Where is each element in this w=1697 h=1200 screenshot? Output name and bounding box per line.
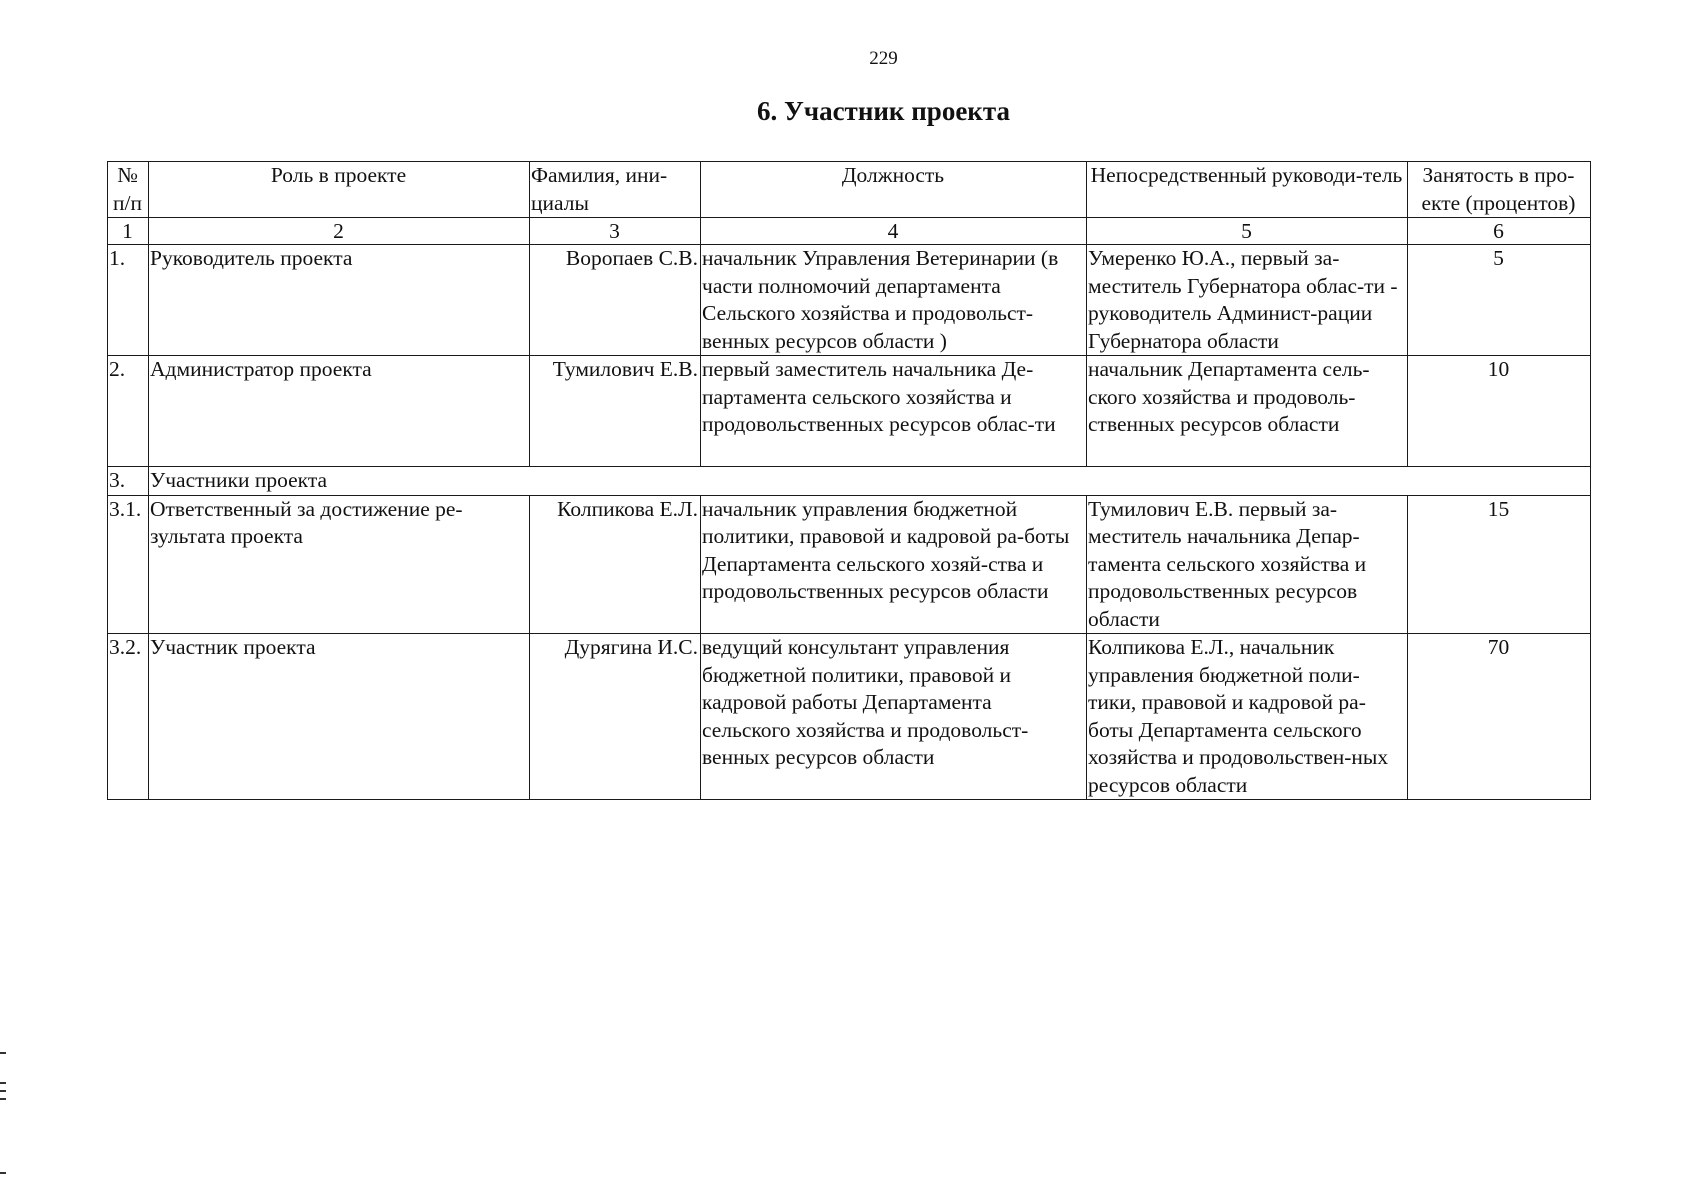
column-number: 4 [701,218,1087,245]
row-role: Ответственный за достижение ре-зультата проекта [149,495,530,634]
header-cell-number: № п/п [108,162,149,218]
column-number: 2 [149,218,530,245]
row-supervisor: Тумилович Е.В. первый за-меститель начальника Депар-тамента сельского хозяйства и продовольственных ресурсов области [1087,495,1408,634]
column-number: 3 [530,218,701,245]
header-cell-employment: Занятость в про-екте (процентов) [1408,162,1591,218]
row-position: ведущий консультант управления бюджетной политики, правовой и кадровой работы Департамента сельского хозяйства и продовольст-венных ресурсов области [701,634,1087,800]
table-header-row [108,162,1591,218]
row-number: 1. [108,245,149,356]
table-row [108,495,1591,634]
row-role: Руководитель проекта [149,245,530,356]
row-number: 3.2. [108,634,149,800]
scan-edge-mark [0,1082,6,1084]
row-number: 2. [108,356,149,467]
row-name: Воропаев С.В. [530,245,701,356]
header-cell-position: Должность [701,162,1087,218]
scan-edge-mark [0,1090,6,1092]
row-employment: 70 [1408,634,1591,800]
table-row [108,356,1591,467]
row-supervisor: Колпикова Е.Л., начальник управления бюджетной поли-тики, правовой и кадровой ра-боты Департамента сельского хозяйства и продовольствен-ных ресурсов области [1087,634,1408,800]
row-role: Администратор проекта [149,356,530,467]
row-employment: 5 [1408,245,1591,356]
row-name: Колпикова Е.Л. [530,495,701,634]
row-position: начальник управления бюджетной политики, правовой и кадровой ра-боты Департамента сельского хозяй-ства и продовольственных ресурсов области [701,495,1087,634]
scan-edge-mark [0,1172,6,1174]
page-number: 229 [869,48,898,69]
section-row [108,467,1591,496]
column-number: 5 [1087,218,1408,245]
scan-edge-mark [0,1098,6,1100]
row-employment: 15 [1408,495,1591,634]
column-number: 1 [108,218,149,245]
row-supervisor: Умеренко Ю.А., первый за-меститель Губернатора облас-ти - руководитель Админист-рации Губернатора области [1087,245,1408,356]
row-position: начальник Управления Ветеринарии (в части полномочий департамента Сельского хозяйства и продовольст-венных ресурсов области ) [701,245,1087,356]
row-name: Тумилович Е.В. [530,356,701,467]
row-employment: 10 [1408,356,1591,467]
row-position: первый заместитель начальника Де-партамента сельского хозяйства и продовольственных ресурсов облас-ти [701,356,1087,467]
table-row [108,634,1591,800]
column-number: 6 [1408,218,1591,245]
column-number-row [108,218,1591,245]
row-number: 3.1. [108,495,149,634]
scan-edge-mark [0,1052,6,1054]
section-number: 3. [108,467,149,496]
header-cell-name: Фамилия, ини-циалы [530,162,701,218]
row-role: Участник проекта [149,634,530,800]
participants-table [107,161,1591,800]
row-name: Дурягина И.С. [530,634,701,800]
header-cell-supervisor: Непосредственный руководи-тель [1087,162,1408,218]
page-title: 6. Участник проекта [757,96,1010,126]
row-supervisor: начальник Департамента сель-ского хозяйства и продоволь-ственных ресурсов области [1087,356,1408,467]
header-cell-role: Роль в проекте [149,162,530,218]
table-row [108,245,1591,356]
section-title: Участники проекта [149,467,1591,496]
